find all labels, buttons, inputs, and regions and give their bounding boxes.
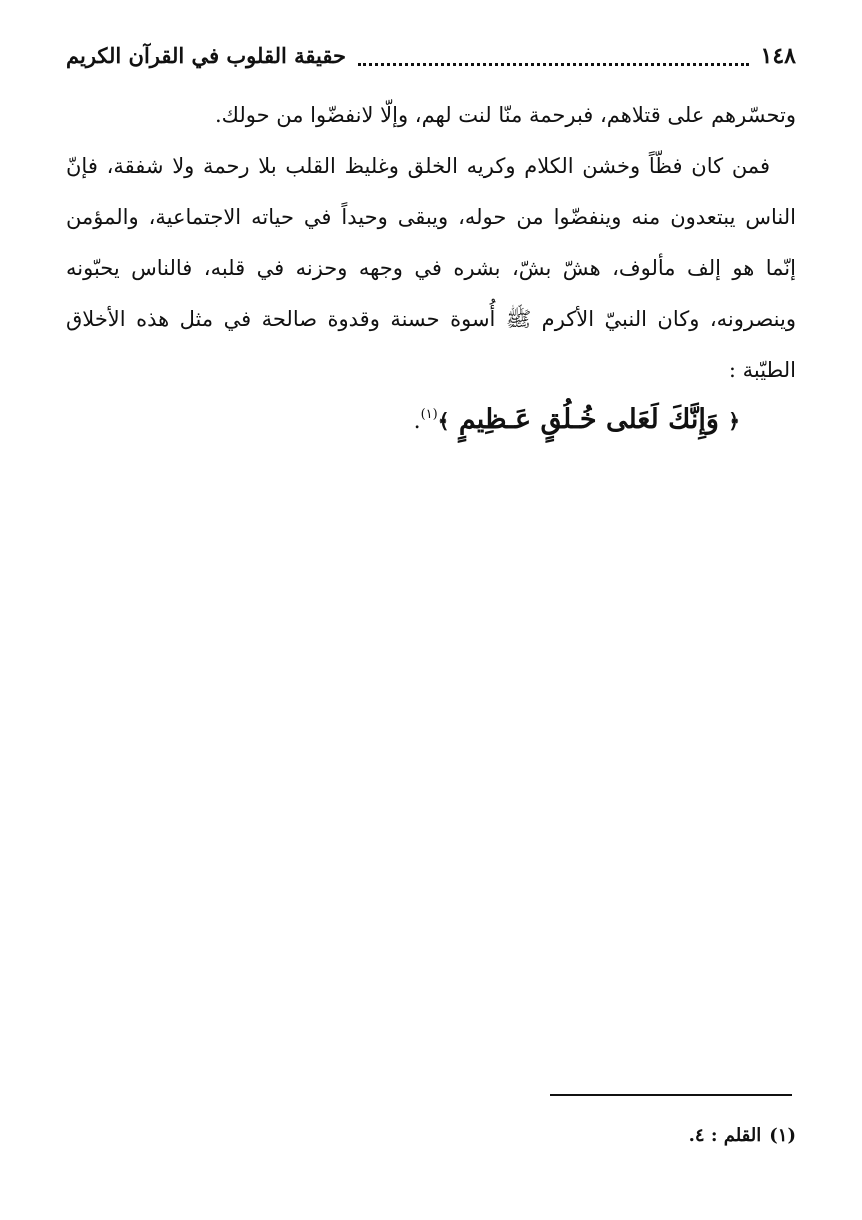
verse-footnote-marker: (١) <box>420 407 438 422</box>
paragraph-main: فمن كان فظّاً وخشن الكلام وكريه الخلق وغليظ القلب بلا رحمة ولا شفقة، فإنّ الناس يبتعدون منه وينفضّوا من حوله، ويبقى وحيداً في حياته الاجتماعية، والمؤمن إنّما هو إلف مألوف، هشّ بشّ، بشره في وجهه وحزنه في قلبه، فالناس يحبّونه وينصرونه، وكان النبيّ الأكرم ﷺ أُسوة حسنة وقدوة صالحة في مثل هذه الأخلاق الطيّبة : <box>66 154 796 382</box>
verse-trailing-period: . <box>413 409 421 434</box>
paragraph-continuation: وتحسّرهم على قتلاهم، فبرحمة منّا لنت لهم، وإلّا لانفضّوا من حولك. <box>214 103 796 127</box>
page-number: ١٤٨ <box>760 43 796 69</box>
footnote-text: القلم : ٤. <box>688 1125 762 1146</box>
quran-verse <box>66 390 740 447</box>
verse-text: وَإِنَّكَ لَعَلى خُـلُقٍ عَـظِيمٍ <box>458 404 719 435</box>
verse-open-brace: ﴿ <box>728 409 740 433</box>
footnote <box>500 1118 796 1154</box>
verse-close-brace: ﴾ <box>437 409 450 433</box>
footnote-marker: (١) <box>769 1125 796 1146</box>
page-header <box>66 34 796 78</box>
header-leader-dots <box>358 62 749 66</box>
running-title: حقيقة القلوب في القرآن الكريم <box>66 43 346 68</box>
footnote-divider <box>550 1094 792 1096</box>
body-text <box>66 90 796 396</box>
